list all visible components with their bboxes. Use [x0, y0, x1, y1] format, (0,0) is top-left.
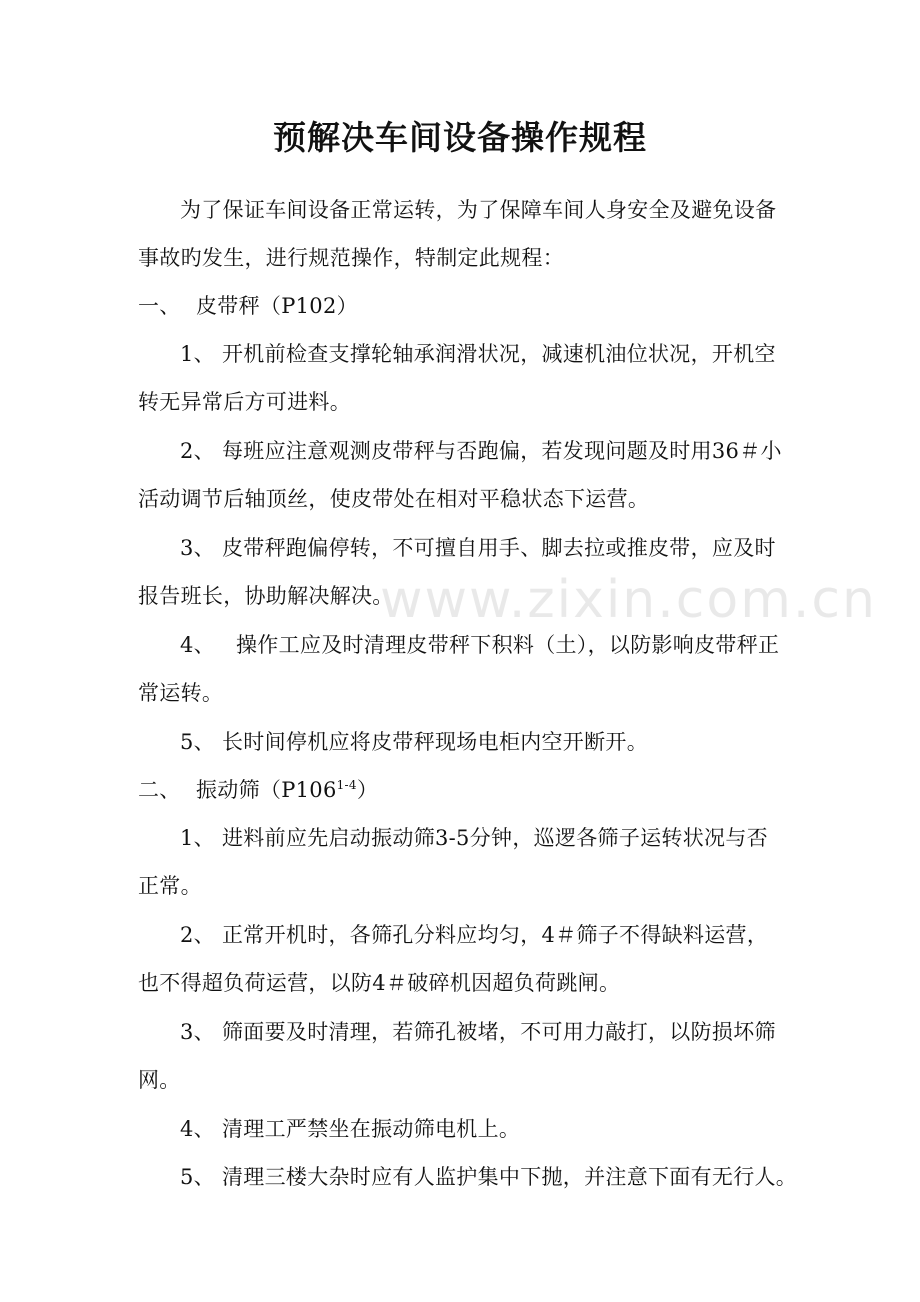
section-number: 一、 — [138, 294, 181, 318]
list-item-line — [180, 1115, 520, 1143]
section-title-superscript: 1-4 — [336, 778, 357, 792]
list-item-continuation: 转无异常后方可进料。 — [138, 390, 351, 414]
list-item-line — [180, 728, 648, 756]
item-text: 开机前检查支撑轮轴承润滑状况，减速机油位状况，开机空 — [222, 342, 776, 366]
item-text: 筛面要及时清理，若筛孔被堵，不可用力敲打，以防损坏筛 — [222, 1020, 776, 1044]
item-number: 3、 — [180, 536, 215, 560]
item-number: 2、 — [180, 439, 215, 463]
list-item-line — [180, 1163, 797, 1191]
watermark: www.zixin.com.cn — [380, 570, 877, 630]
item-number: 1、 — [180, 342, 215, 366]
section-heading — [138, 292, 358, 320]
list-item-line — [180, 824, 768, 852]
item-text: 进料前应先启动振动筛3-5分钟，巡逻各筛子运转状况与否 — [222, 826, 768, 850]
section-number: 二、 — [138, 778, 181, 802]
list-item-continuation: 常运转。 — [138, 681, 224, 705]
section-title-suffix: ） — [356, 778, 379, 802]
item-number: 3、 — [180, 1020, 215, 1044]
section-title: 振动筛（P106 — [196, 778, 337, 802]
list-item-continuation: 也不得超负荷运营，以防4＃破碎机因超负荷跳闸。 — [138, 971, 621, 995]
item-number: 5、 — [180, 730, 215, 754]
item-text: 正常开机时，各筛孔分料应均匀，4＃筛子不得缺料运营， — [222, 923, 769, 947]
page-title: 预解决车间设备操作规程 — [273, 118, 647, 157]
list-item-line — [180, 921, 768, 949]
section-heading — [138, 776, 378, 804]
list-item-line — [180, 534, 776, 562]
section-title: 皮带秤（P102） — [196, 294, 358, 318]
list-item-line — [180, 340, 776, 368]
item-text: 清理工严禁坐在振动筛电机上。 — [222, 1117, 521, 1141]
item-text: 清理三楼大杂时应有人监护集中下抛，并注意下面有无行人。 — [222, 1165, 798, 1189]
item-text: 长时间停机应将皮带秤现场电柜内空开断开。 — [222, 730, 648, 754]
item-text: 操作工应及时清理皮带秤下积料（土），以防影响皮带秤正 — [236, 633, 780, 657]
intro-line-2: 事故旳发生，进行规范操作，特制定此规程： — [138, 246, 564, 270]
item-text: 每班应注意观测皮带秤与否跑偏，若发现问题及时用36＃小 — [222, 439, 782, 463]
item-number: 4、 — [180, 633, 215, 657]
list-item-continuation: 正常。 — [138, 874, 202, 898]
list-item-line — [180, 1018, 776, 1046]
list-item-continuation: 报告班长，协助解决解决。 — [138, 584, 394, 608]
item-number: 5、 — [180, 1165, 215, 1189]
list-item-line — [180, 631, 779, 659]
list-item-line — [180, 437, 782, 465]
item-number: 4、 — [180, 1117, 215, 1141]
intro-line-1: 为了保证车间设备正常运转，为了保障车间人身安全及避免设备 — [180, 198, 777, 222]
list-item-continuation: 网。 — [138, 1068, 181, 1092]
item-text: 皮带秤跑偏停转，不可擅自用手、脚去拉或推皮带，应及时 — [222, 536, 776, 560]
item-number: 1、 — [180, 826, 215, 850]
item-number: 2、 — [180, 923, 215, 947]
list-item-continuation: 活动调节后轴顶丝，使皮带处在相对平稳状态下运营。 — [138, 487, 650, 511]
